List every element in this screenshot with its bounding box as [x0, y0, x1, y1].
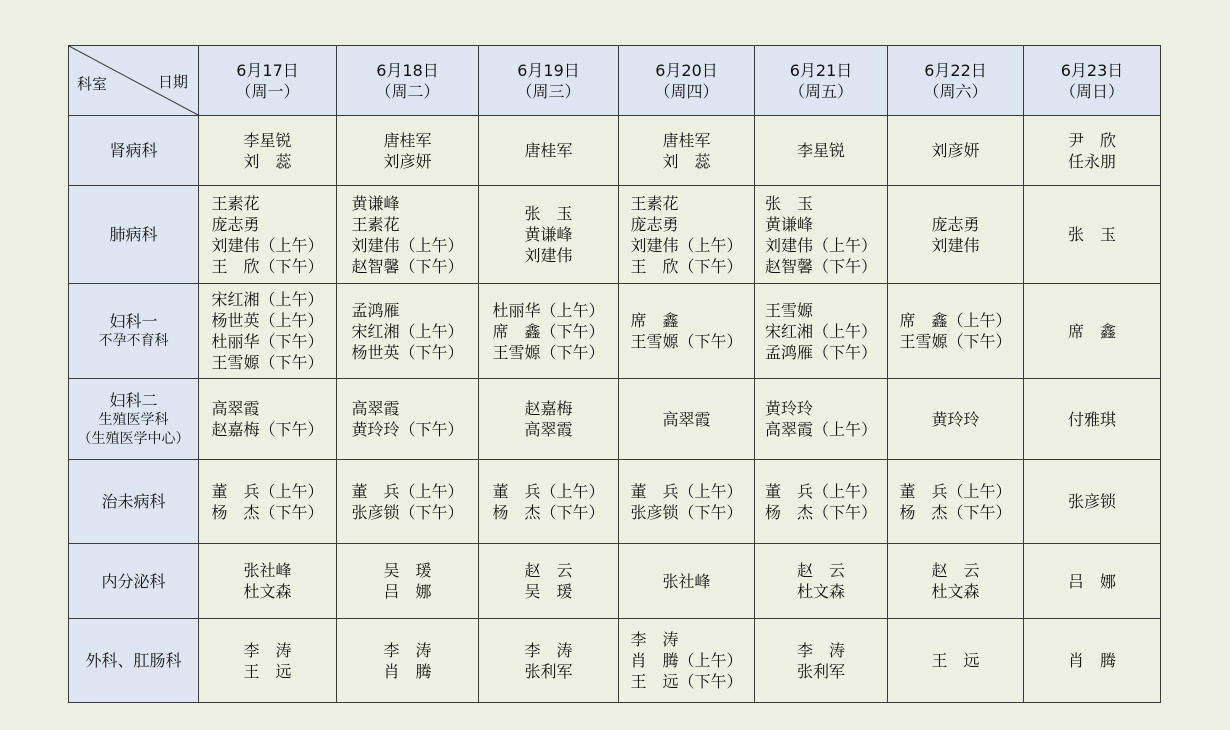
doctor-list [351, 398, 463, 440]
doctor-name: 王素花 [351, 214, 400, 234]
doctor-name: 唐桂军 [662, 130, 711, 150]
duty-cell [888, 619, 1024, 703]
duty-cell [888, 284, 1024, 379]
duty-cell [337, 544, 479, 619]
doctor-name: 赵嘉梅 [524, 399, 573, 418]
doctor-name: 李星锐 [243, 130, 292, 150]
doctor-name: 高翠霞 [351, 399, 400, 418]
doctor-list [1068, 571, 1116, 592]
duty-cell [479, 284, 619, 379]
doctor-name: 李 涛 [796, 640, 845, 660]
doctor-list [630, 629, 742, 692]
doctor-list [931, 214, 979, 256]
doctor-name: 宋红湘（上午） [351, 321, 464, 341]
doctor-name: 张社峰 [243, 561, 292, 580]
duty-cell [755, 379, 888, 460]
doctor-list [662, 130, 710, 172]
department-cell [69, 186, 199, 284]
doctor-list [524, 203, 572, 266]
doctor-name: 肖 腾 [1067, 651, 1116, 670]
doctor-list [931, 650, 979, 671]
duty-cell [479, 544, 619, 619]
duty-cell [619, 544, 755, 619]
doctor-list [1068, 491, 1116, 512]
doctor-name: 王素花 [630, 193, 679, 213]
doctor-name: 赵 云 [796, 561, 845, 580]
duty-cell [888, 379, 1024, 460]
doctor-name: 杨 杰（下午） [492, 502, 605, 522]
doctor-name: 黄谦峰 [524, 225, 573, 244]
department-cell [69, 284, 199, 379]
schedule-row [69, 379, 1161, 460]
doctor-name: 董 兵（上午） [492, 481, 605, 501]
doctor-name: 杨 杰（下午） [211, 502, 324, 522]
doctor-list [243, 130, 291, 172]
day-weekday: （周一） [235, 81, 300, 101]
doctor-name: 李星锐 [796, 141, 845, 160]
doctor-list [524, 140, 572, 161]
doctor-name: 孟鸿雁（下午） [764, 342, 877, 362]
doctor-name: 董 兵（上午） [630, 481, 743, 501]
department-label: 外科、肛肠科 [85, 651, 182, 670]
department-label: 内分泌科 [101, 571, 166, 591]
duty-cell [199, 379, 337, 460]
doctor-list [931, 560, 979, 602]
doctor-name: 席 鑫（上午） [899, 311, 1012, 330]
day-header [888, 46, 1024, 116]
doctor-list [899, 481, 1011, 523]
doctor-name: 刘彦妍 [383, 151, 432, 171]
doctor-list [383, 560, 431, 602]
duty-cell [888, 544, 1024, 619]
doctor-name: 高翠霞 [211, 399, 260, 418]
doctor-name: 赵嘉梅（下午） [211, 420, 324, 439]
doctor-list [765, 300, 877, 363]
duty-cell [619, 460, 755, 544]
doctor-name: 席 鑫 [630, 311, 679, 330]
doctor-name: 杨世英（下午） [351, 342, 464, 362]
department-label: 妇科二 [109, 390, 158, 410]
doctor-name: 王 远 [243, 661, 292, 681]
doctor-name: 王素花 [211, 193, 260, 213]
doctor-name: 宋红湘（上午） [211, 290, 324, 309]
doctor-name: 高翠霞 [662, 409, 711, 429]
duty-cell [619, 284, 755, 379]
doctor-name: 张 玉 [1067, 225, 1116, 244]
duty-cell [888, 116, 1024, 186]
doctor-list [1068, 321, 1116, 342]
doctor-name: 王雪嫄（下午） [630, 332, 743, 351]
department-label: 治未病科 [101, 492, 166, 511]
duty-cell [479, 460, 619, 544]
department-cell [69, 379, 199, 460]
doctor-name: 刘建伟 [931, 235, 980, 255]
doctor-name: 王 欣（下午） [211, 256, 324, 276]
doctor-name: 董 兵（上午） [351, 481, 464, 501]
day-weekday: （周二） [375, 81, 440, 101]
day-weekday: （周三） [516, 81, 581, 101]
doctor-name: 王 欣（下午） [630, 256, 743, 276]
duty-cell [199, 619, 337, 703]
header-row [69, 46, 1161, 116]
doctor-name: 李 涛 [524, 640, 573, 660]
doctor-name: 付雅琪 [1067, 409, 1116, 429]
duty-cell [755, 619, 888, 703]
duty-cell [337, 379, 479, 460]
doctor-list [211, 289, 323, 373]
doctor-name: 黄玲玲 [764, 399, 813, 418]
day-header [337, 46, 479, 116]
doctor-name: 王雪嫄（下午） [492, 342, 605, 362]
duty-cell [619, 116, 755, 186]
doctor-list [383, 130, 431, 172]
duty-cell [337, 460, 479, 544]
day-weekday: （周五） [788, 81, 853, 101]
doctor-name: 尹 欣 [1067, 130, 1116, 150]
doctor-name: 张彦锁（下午） [630, 502, 743, 522]
doctor-name: 吴 瑗 [524, 582, 573, 601]
doctor-name: 李 涛 [243, 640, 292, 660]
duty-cell [755, 186, 888, 284]
duty-cell [1024, 186, 1161, 284]
doctor-name: 高翠霞（上午） [764, 420, 877, 439]
doctor-list [662, 571, 710, 592]
doctor-name: 王雪嫄（下午） [899, 332, 1012, 351]
duty-cell [337, 284, 479, 379]
doctor-name: 黄谦峰 [764, 214, 813, 234]
doctor-list [243, 640, 291, 682]
duty-cell [755, 544, 888, 619]
day-weekday: （周六） [923, 81, 988, 101]
doctor-list [243, 560, 291, 602]
department-label: （生殖医学中心） [77, 430, 190, 447]
doctor-name: 刘 蕊 [662, 151, 711, 171]
doctor-list [211, 398, 323, 440]
day-header [479, 46, 619, 116]
schedule-row [69, 186, 1161, 284]
doctor-name: 杨世英（上午） [211, 311, 324, 330]
doctor-list [931, 409, 979, 430]
day-header [755, 46, 888, 116]
doctor-list [383, 640, 431, 682]
doctor-list [1068, 409, 1116, 430]
doctor-name: 庞志勇 [211, 214, 260, 234]
doctor-name: 杨 杰（下午） [899, 502, 1012, 522]
duty-schedule-table [68, 45, 1161, 703]
duty-cell [1024, 460, 1161, 544]
day-date: 6月18日 [376, 60, 439, 80]
doctor-name: 庞志勇 [630, 214, 679, 234]
duty-cell [619, 379, 755, 460]
day-weekday: （周日） [1059, 81, 1124, 101]
duty-cell [755, 460, 888, 544]
doctor-name: 刘彦妍 [931, 141, 980, 160]
day-date: 6月23日 [1060, 60, 1124, 80]
duty-cell [755, 284, 888, 379]
doctor-name: 黄谦峰 [351, 193, 400, 213]
duty-cell [888, 460, 1024, 544]
duty-cell [199, 186, 337, 284]
corner-header-cell [69, 46, 199, 116]
doctor-list [797, 560, 845, 602]
doctor-name: 张利军 [796, 661, 845, 681]
doctor-name: 肖 腾 [383, 661, 432, 681]
doctor-name: 刘 蕊 [243, 151, 292, 171]
doctor-name: 高翠霞 [524, 420, 573, 439]
corner-dept-label: 科室 [77, 75, 108, 93]
doctor-list [797, 640, 845, 682]
doctor-name: 张彦锁 [1067, 492, 1116, 511]
day-header [199, 46, 337, 116]
duty-cell [479, 186, 619, 284]
duty-cell [1024, 116, 1161, 186]
doctor-list [1068, 650, 1116, 671]
doctor-name: 刘建伟 [524, 246, 573, 265]
doctor-list [899, 310, 1011, 352]
duty-cell [337, 186, 479, 284]
doctor-list [765, 398, 877, 440]
day-date: 6月20日 [655, 60, 718, 80]
day-date: 6月19日 [517, 60, 580, 80]
doctor-list [351, 481, 463, 523]
duty-cell [1024, 379, 1161, 460]
doctor-list [211, 193, 323, 277]
day-date: 6月22日 [924, 60, 987, 80]
doctor-list [351, 300, 463, 363]
doctor-name: 刘建伟（上午） [351, 235, 464, 255]
duty-cell [479, 116, 619, 186]
duty-cell [1024, 619, 1161, 703]
duty-cell [479, 619, 619, 703]
schedule-row [69, 116, 1161, 186]
doctor-name: 杜文森 [243, 582, 292, 601]
doctor-list [765, 193, 877, 277]
doctor-list [211, 481, 323, 523]
doctor-name: 刘建伟（上午） [630, 235, 743, 255]
duty-cell [888, 186, 1024, 284]
schedule-row [69, 460, 1161, 544]
day-date: 6月21日 [789, 60, 853, 80]
duty-cell [337, 619, 479, 703]
corner-date-label: 日期 [157, 73, 188, 91]
doctor-name: 杜丽华（下午） [211, 332, 324, 351]
department-label: 肾病科 [109, 141, 158, 160]
duty-cell [1024, 284, 1161, 379]
doctor-name: 席 鑫（下午） [492, 321, 605, 341]
doctor-name: 王雪嫄 [764, 300, 813, 320]
doctor-list [662, 409, 710, 430]
doctor-list [524, 640, 572, 682]
doctor-name: 王 远（下午） [630, 672, 743, 691]
doctor-name: 唐桂军 [524, 141, 573, 160]
duty-cell [199, 544, 337, 619]
doctor-name: 黄玲玲（下午） [351, 420, 464, 439]
doctor-name: 刘建伟（上午） [211, 235, 324, 255]
day-header [1024, 46, 1161, 116]
doctor-name: 张彦锁（下午） [351, 502, 464, 522]
doctor-list [630, 481, 742, 523]
doctor-name: 吕 娜 [383, 582, 432, 601]
doctor-name: 刘建伟（上午） [764, 235, 877, 255]
department-cell [69, 619, 199, 703]
doctor-name: 董 兵（上午） [211, 481, 324, 501]
doctor-list [524, 398, 572, 440]
doctor-name: 赵 云 [931, 561, 980, 580]
duty-cell [199, 284, 337, 379]
doctor-name: 赵智馨（下午） [351, 256, 464, 276]
doctor-list [630, 193, 742, 277]
schedule-row [69, 284, 1161, 379]
doctor-name: 王 远 [931, 651, 980, 670]
doctor-name: 黄玲玲 [931, 409, 980, 429]
duty-cell [619, 186, 755, 284]
duty-cell [479, 379, 619, 460]
duty-cell [337, 116, 479, 186]
day-header [619, 46, 755, 116]
doctor-list [351, 193, 463, 277]
doctor-name: 吕 娜 [1067, 571, 1116, 591]
doctor-list [765, 481, 877, 523]
doctor-list [1068, 130, 1116, 172]
doctor-name: 张 玉 [764, 193, 813, 213]
doctor-name: 宋红湘（上午） [764, 321, 877, 341]
schedule-body [69, 116, 1161, 703]
doctor-name: 杨 杰（下午） [764, 502, 877, 522]
schedule-row [69, 544, 1161, 619]
duty-cell [619, 619, 755, 703]
duty-cell [755, 116, 888, 186]
department-label: 不孕不育科 [98, 333, 169, 349]
doctor-name: 李 涛 [630, 630, 679, 649]
doctor-name: 杜丽华（上午） [492, 300, 605, 320]
schedule-row [69, 619, 1161, 703]
day-weekday: （周四） [654, 81, 719, 101]
department-cell [69, 116, 199, 186]
department-label: 妇科一 [109, 312, 158, 331]
doctor-name: 董 兵（上午） [899, 481, 1012, 501]
doctor-name: 李 涛 [383, 640, 432, 660]
doctor-name: 席 鑫 [1067, 321, 1116, 341]
doctor-name: 孟鸿雁 [351, 300, 400, 320]
doctor-list [524, 560, 572, 602]
duty-cell [199, 116, 337, 186]
doctor-name: 吴 瑗 [383, 561, 432, 580]
doctor-name: 肖 腾（上午） [630, 651, 743, 670]
duty-cell [1024, 544, 1161, 619]
doctor-name: 杜文森 [796, 582, 845, 601]
department-cell [69, 544, 199, 619]
department-cell [69, 460, 199, 544]
doctor-name: 董 兵（上午） [764, 481, 877, 501]
doctor-list [797, 140, 845, 161]
doctor-name: 张社峰 [662, 571, 711, 591]
doctor-name: 赵 云 [524, 561, 573, 580]
doctor-name: 任永朋 [1067, 151, 1116, 171]
doctor-list [492, 481, 604, 523]
doctor-name: 庞志勇 [931, 214, 980, 234]
doctor-list [1068, 224, 1116, 245]
doctor-list [931, 140, 979, 161]
department-label: 肺病科 [109, 225, 158, 244]
doctor-list [492, 300, 604, 363]
doctor-name: 唐桂军 [383, 130, 432, 150]
schedule-container [68, 45, 1161, 703]
doctor-name: 杜文森 [931, 582, 980, 601]
department-label: 生殖医学科 [98, 411, 169, 428]
duty-cell [199, 460, 337, 544]
doctor-name: 张利军 [524, 661, 573, 681]
doctor-name: 赵智馨（下午） [764, 256, 877, 276]
doctor-name: 王雪嫄（下午） [211, 353, 324, 372]
day-date: 6月17日 [236, 60, 299, 80]
doctor-list [630, 310, 742, 352]
doctor-name: 张 玉 [524, 204, 573, 223]
